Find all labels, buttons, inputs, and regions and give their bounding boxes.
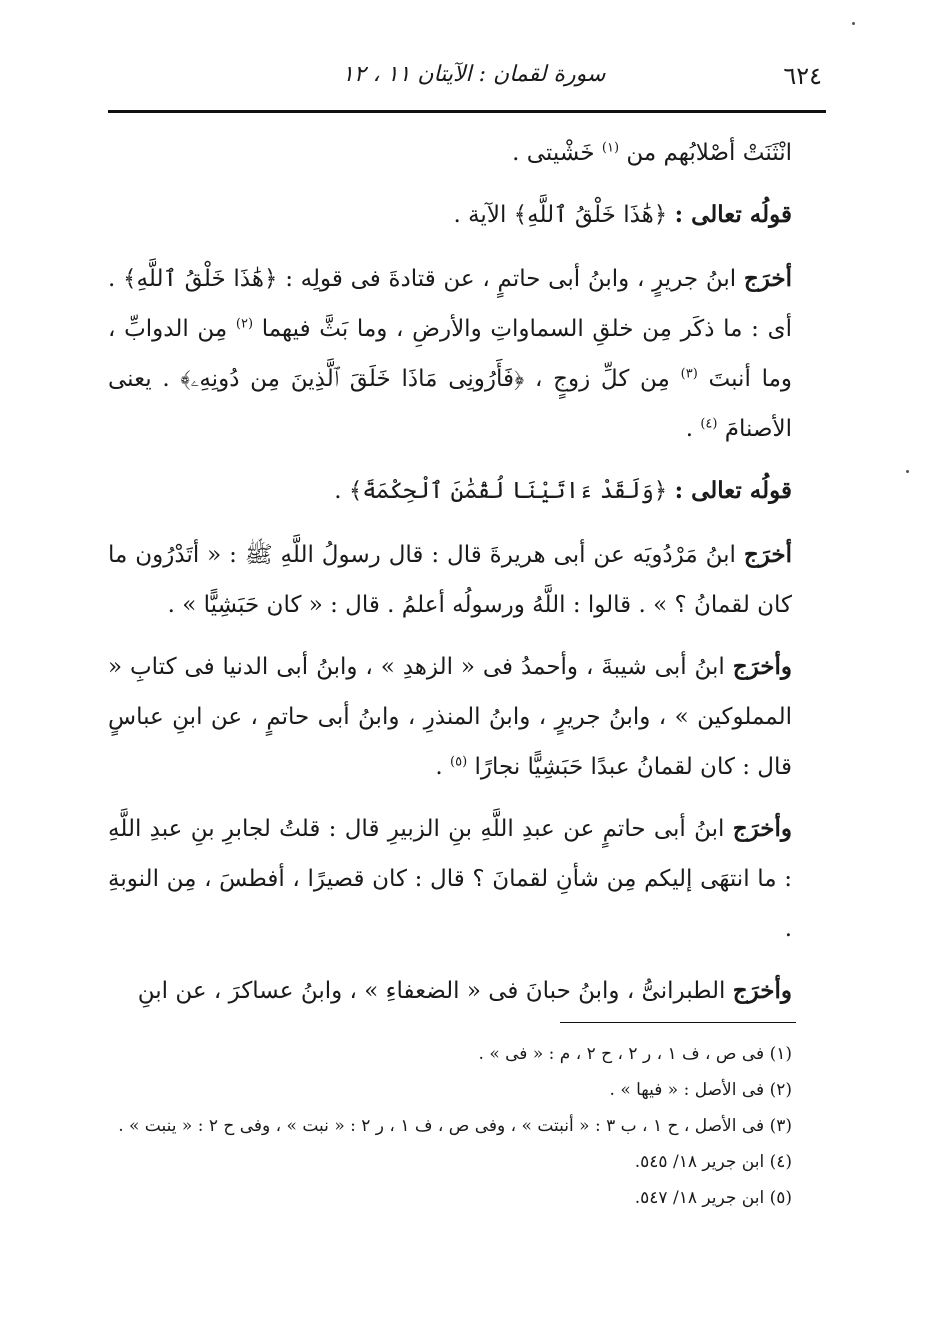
text-span: ابنُ أبى حاتمٍ عن عبدِ اللَّهِ بنِ الزبيرِ قال : قلتُ لجابرِ بنِ عبدِ اللَّهِ : ما انتهَى إليكم مِن شأنِ لقمانَ ؟ قال : كان قصيرًا ، أفطسَ ، مِن النوبةِ .	[108, 816, 792, 942]
text-span: الآية .	[453, 202, 507, 228]
text-span: . يعنى الأصنامَ	[108, 366, 792, 442]
scan-speck	[852, 22, 855, 25]
narration-lead: أخرَج	[743, 541, 793, 568]
paragraph-ibn-abi-hatim	[108, 804, 792, 954]
scan-speck	[906, 470, 909, 473]
header-rule	[108, 110, 826, 113]
footnote-item: (٣) فى الأصل ، ح ١ ، ب ٣ : « أنبتت » ، وفى ص ، ف ١ ، ر ٢ : « نبت » ، وفى ح ٢ : « ينبت » .	[118, 1116, 792, 1136]
quran-verse: ﴿هَٰذَا خَلْقُ ٱللَّهِ﴾	[513, 202, 668, 228]
quran-verse: ﴿فَأَرُونِى مَاذَا خَلَقَ ٱلَّذِينَ مِن دُونِهِۦ﴾	[180, 366, 525, 392]
section-heading: قولُه تعالى :	[674, 201, 792, 228]
footnote-ref-3: (٣)	[680, 366, 698, 382]
footnote-ref-2: (٢)	[235, 316, 254, 332]
footnote-item: (١) فى ص ، ف ١ ، ر ٢ ، ح ٢ ، م : « فى » .	[478, 1044, 792, 1064]
paragraph-verse-heading-2	[108, 466, 792, 516]
page-header	[112, 58, 822, 98]
page-number: ٦٢٤	[783, 62, 822, 90]
quran-verse: ﴿هَٰذَا خَلْقُ ٱللَّهِ﴾	[123, 266, 278, 292]
text-span: خَشْيتى .	[512, 140, 595, 166]
footnote-item: (٥) ابن جرير ١٨/ ٥٤٧.	[634, 1188, 792, 1208]
text-span: مِن الدوابِّ ، وما أنبتَ	[108, 316, 793, 392]
paragraph-verse-heading-1	[108, 190, 792, 240]
paragraph-ibn-abi-shaybah	[108, 642, 792, 792]
text-span: مِن كلِّ زوجٍ ،	[534, 366, 670, 392]
narration-lead: أخرَج	[743, 265, 792, 292]
text-span: ابنُ جريرٍ ، وابنُ أبى حاتمٍ ، عن قتادةَ فى قولِه :	[285, 266, 737, 292]
paragraph-qatada	[108, 254, 792, 454]
narration-lead: وأخرَج	[732, 815, 792, 842]
footnote-ref-4: (٤)	[700, 416, 718, 432]
narration-lead: وأخرَج	[732, 653, 792, 680]
footnotes	[108, 1036, 792, 1216]
text-span: انْثَنَتْ أصْلابُهم من	[626, 140, 792, 166]
paragraph-poem-end	[108, 128, 792, 178]
quran-verse: ﴿وَلَقَدْ ءَاتَيْنَا لُقْمَٰنَ ٱلْحِكْمَةَ﴾	[348, 478, 668, 504]
text-span: . أى : ما ذكَر مِن خلقِ السماواتِ والأرضِ ، وما بَثَّ فيهما	[108, 266, 793, 342]
footnote-rule	[560, 1022, 796, 1023]
text-span: ابنُ أبى شيبةَ ، وأحمدُ فى « الزهدِ » ، وابنُ أبى الدنيا فى كتابِ « المملوكين » ، وابنُ جريرٍ ، وابنُ المنذرِ ، وابنُ أبى حاتمٍ ، عن ابنِ عباسٍ قال : كان لقمانُ عبدًا حَبَشِيًّا نجارًا	[108, 654, 792, 780]
text-span: ابنُ مَرْدُويَه عن أبى هريرةَ قال : قال رسولُ اللَّهِ ﷺ : « أتَدْرُون ما كان لقمانُ ؟ » . قالوا : اللَّهُ ورسولُه أعلمُ . قال : « كان حَبَشِيًّا » .	[108, 542, 792, 618]
footnote-ref-5: (٥)	[450, 754, 468, 770]
text-span: .	[334, 478, 342, 504]
paragraph-tabarani	[108, 966, 792, 1016]
main-text	[108, 128, 792, 1028]
paragraph-ibn-mardawayh	[108, 530, 792, 630]
running-title: سورة لقمان : الآيتان ١١ ، ١٢	[342, 62, 606, 87]
footnote-item: (٢) فى الأصل : « فيها » .	[609, 1080, 792, 1100]
text-span: الطبرانىُّ ، وابنُ حبانَ فى « الضعفاءِ » ، وابنُ عساكرَ ، عن ابنِ	[137, 978, 726, 1004]
section-heading: قولُه تعالى :	[674, 477, 792, 504]
text-span: .	[685, 416, 693, 442]
narration-lead: وأخرَج	[732, 977, 792, 1004]
text-span: .	[435, 754, 443, 780]
footnote-item: (٤) ابن جرير ١٨/ ٥٤٥.	[634, 1152, 792, 1172]
footnote-ref-1: (١)	[601, 140, 620, 156]
